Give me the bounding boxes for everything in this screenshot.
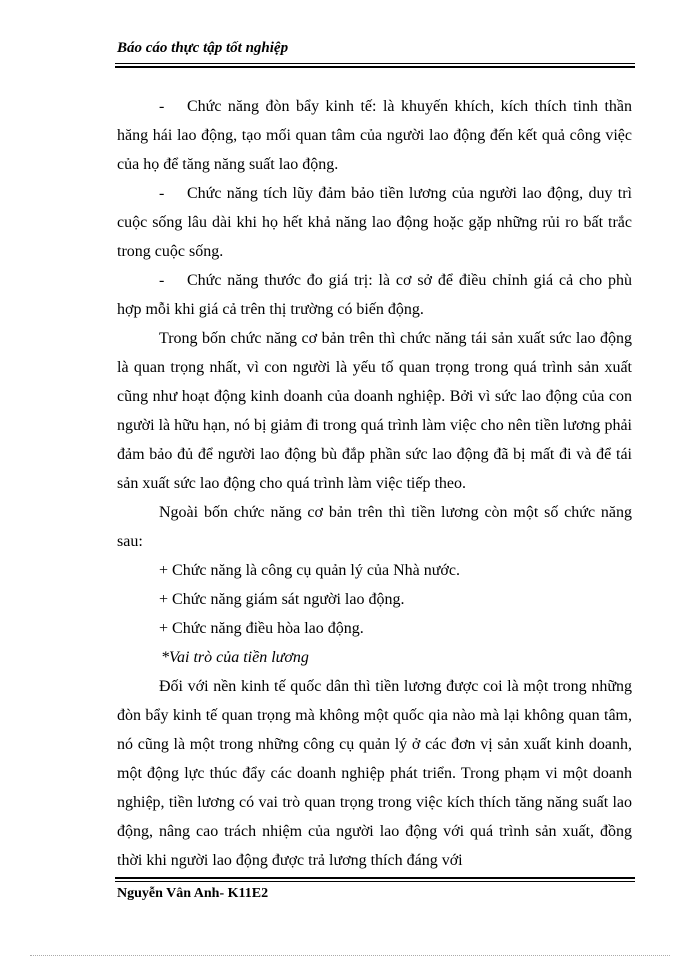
bullet-text: Chức năng tích lũy đảm bảo tiền lương của người lao động, duy trì cuộc sống lâu dài khi họ hết khả năng lao động hoặc gặp những rủi ro bất trắc trong cuộc sống.	[117, 185, 632, 260]
bullet-dash: -	[159, 98, 165, 115]
page-header-title: Báo cáo thực tập tốt nghiệp	[117, 40, 289, 56]
bullet-text: Chức năng thước đo giá trị: là cơ sở để điều chỉnh giá cả cho phù hợp mỗi khi giá cả trên thị trường có biến động.	[117, 272, 632, 318]
bullet-leverage-function	[117, 92, 632, 179]
plus-item-supervision: + Chức năng giám sát người lao động.	[159, 591, 405, 608]
footer-rule-thick	[115, 877, 635, 879]
bullet-accumulation-function	[117, 179, 632, 266]
paragraph-other-functions: Ngoài bốn chức năng cơ bản trên thì tiền lương còn một số chức năng sau:	[117, 504, 632, 550]
paragraph-reproduction: Trong bốn chức năng cơ bản trên thì chức năng tái sản xuất sức lao động là quan trọng nhất, vì con người là yếu tố quan trọng trong quá trình sản xuất cũng như hoạt động kinh doanh của doanh nghiệp. Bởi vì sức lao động của con người là hữu hạn, nó bị giảm đi trong quá trình làm việc cho nên tiền lương phải đảm bảo đủ để người lao động bù đắp phần sức lao động đã bị mất đi và để tái sản xuất sức lao động cho quá trình làm việc tiếp theo.	[117, 330, 632, 492]
footer-author: Nguyễn Vân Anh- K11E2	[117, 886, 269, 901]
header-rule-thick	[115, 66, 635, 68]
document-body	[117, 92, 632, 875]
bullet-dash: -	[159, 272, 165, 289]
plus-item-management-tool: + Chức năng là công cụ quản lý của Nhà nước.	[159, 562, 460, 579]
header-rule-thin	[115, 63, 635, 64]
paragraph-national-economy: Đối với nền kinh tế quốc dân thì tiền lương được coi là một trong những đòn bẩy kinh tế quan trọng mà không một quốc qia nào mà lại không quan tâm, nó cũng là một trong những công cụ quản lý ở các đơn vị sản xuất kinh doanh, một động lực thúc đẩy các doanh nghiệp phát triển. Trong phạm vi một doanh nghiệp, tiền lương có vai trò quan trọng trong việc kích thích tăng năng suất lao động, nâng cao trách nhiệm của người lao động với quá trình sản xuất, đồng thời khi người lao động được trả lương thích đáng với	[117, 678, 632, 869]
subheading-role-of-wages: *Vai trò của tiền lương	[161, 649, 309, 666]
plus-item-regulation: + Chức năng điều hòa lao động.	[159, 620, 364, 637]
page-bottom-dotted-edge	[30, 955, 670, 956]
bullet-dash: -	[159, 185, 165, 202]
footer-rule-thin	[115, 881, 635, 882]
bullet-value-measure-function	[117, 266, 632, 324]
bullet-text: Chức năng đòn bẩy kinh tế: là khuyến khích, kích thích tinh thần hăng hái lao động, tạo mối quan tâm của người lao động đến kết quả công việc của họ để tăng năng suất lao động.	[117, 98, 632, 173]
